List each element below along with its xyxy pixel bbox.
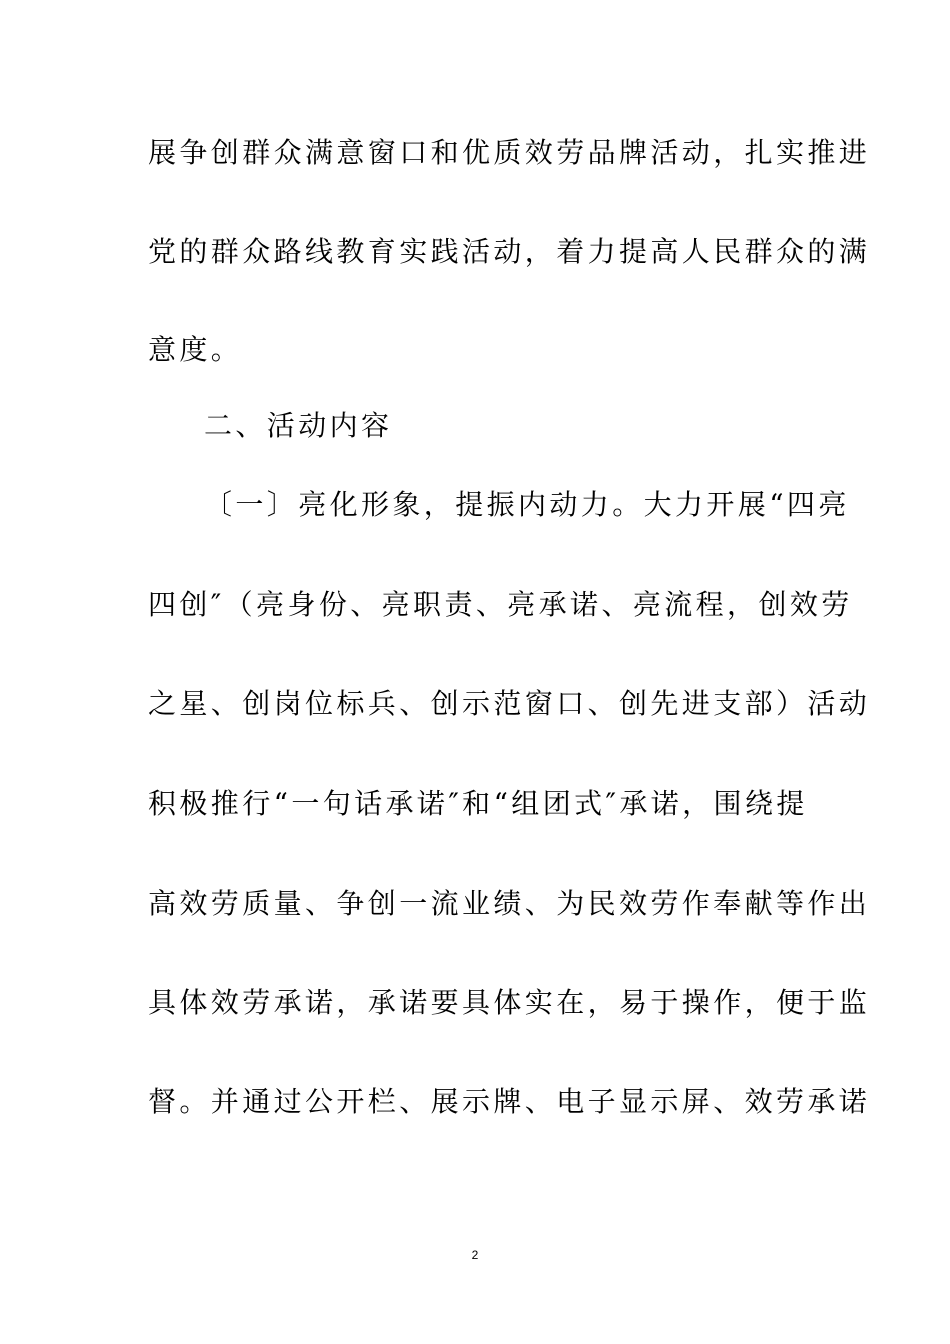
body-text-line-3: 意度。	[148, 333, 243, 366]
paragraph-start-line: 〔一〕亮化形象，提振内动力。大力开展“四亮	[204, 488, 850, 521]
body-text-line-11: 督。并通过公开栏、展示牌、电子显示屏、效劳承诺	[148, 1085, 871, 1118]
page-number: 2	[471, 1248, 479, 1262]
body-text-line-10: 具体效劳承诺，承诺要具体实在，易于操作，便于监	[148, 986, 871, 1019]
body-text-line-8: 积极推行“一句话承诺″和“组团式″承诺，围绕提	[148, 787, 808, 820]
body-text-line-6: 四创″（亮身份、亮职责、亮承诺、亮流程，创效劳	[148, 588, 853, 621]
body-text-line-7: 之星、创岗位标兵、创示范窗口、创先进支部）活动	[148, 687, 871, 720]
section-heading: 二、活动内容	[204, 409, 393, 442]
body-text-line-1: 展争创群众满意窗口和优质效劳品牌活动，扎实推进	[148, 136, 871, 169]
body-text-line-2: 党的群众路线教育实践活动，着力提高人民群众的满	[148, 235, 871, 268]
body-text-line-9: 高效劳质量、争创一流业绩、为民效劳作奉献等作出	[148, 887, 871, 920]
